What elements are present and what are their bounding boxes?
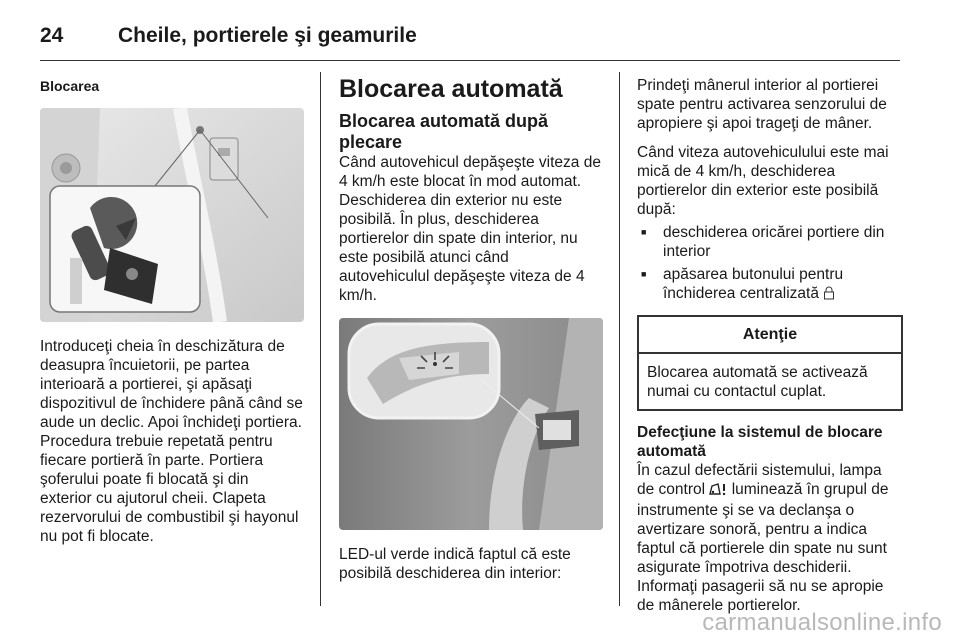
auto-lock-text: Când autovehicul depăşeşte viteza de 4 km/h este blocat în mod automat. Deschiderea din exterior nu este posibilă. În plus, deschiderea portierelor din spate din interior, nu este posibilă atunci când autovehiculul depăşeşte viteza de 4 km/h.	[339, 154, 601, 304]
list-item	[637, 223, 903, 261]
led-caption: LED-ul verde indică faptul că este posibilă deschiderea din interior:	[339, 546, 571, 582]
locking-heading: Blocarea	[40, 78, 100, 94]
bullet-text-central-lock: apăsarea butonului pentru închiderea centralizată	[663, 266, 844, 302]
speed-condition-text: Când viteza autovehiculului este mai mică de 4 km/h, deschiderea portierelor din exterior este posibilă după:	[637, 144, 889, 218]
warning-title: Atenţie	[639, 317, 901, 354]
door-warning-lamp-icon	[709, 482, 727, 501]
column-divider-1	[320, 72, 321, 606]
bullet-text-open-door: deschiderea oricărei portiere din interior	[663, 224, 885, 260]
fault-text-part-1: În cazul defectării sistemului, lampa de control	[637, 462, 882, 498]
square-bullet-icon: ■	[641, 227, 647, 237]
rear-handle-instruction: Prindeţi mânerul interior al portierei spate pentru activarea senzorului de apropiere şi apoi trageţi de mâner.	[637, 77, 887, 132]
central-lock-icon	[823, 286, 835, 305]
chapter-title: Cheile, portierele şi geamurile	[118, 24, 417, 47]
column-divider-2	[619, 72, 620, 606]
key-lock-illustration	[40, 108, 304, 322]
auto-lock-after-departure-heading: Blocarea automată după plecare	[339, 111, 549, 152]
list-item	[637, 265, 903, 305]
warning-box	[637, 315, 903, 411]
automatic-locking-heading: Blocarea automată	[339, 75, 563, 103]
column-automatic-locking	[339, 72, 603, 583]
column-automatic-locking-continued	[637, 72, 903, 615]
door-handle-led-photo	[339, 318, 603, 530]
page-header	[40, 16, 417, 56]
warning-text: Blocarea automată se activează numai cu contactul cuplat.	[647, 364, 868, 400]
watermark: carmanualsonline.info	[702, 609, 942, 636]
locking-text: Introduceţi cheia în deschizătura de deasupra încuietorii, pe partea interioară a portierei, şi apăsaţi dispozitivul de închidere până când se aude un declic. Apoi închideţi portiera. Procedura trebuie repetată pentru fiecare portieră în parte. Portiera şoferului poate fi blocată şi din exterior cu ajutorul cheii. Clapeta rezervorului de combustibil şi hayonul nu pot fi blocate.	[40, 338, 303, 545]
column-locking	[40, 72, 304, 546]
fault-text-part-2: luminează în grupul de instrumente şi se va declanşa o avertizare sonoră, pentru a indica faptul că portierele din spate nu sunt asigurate împotriva deschiderii. Informaţi pasagerii să nu se apropie de mânerele portierelor.	[637, 481, 889, 614]
fault-heading: Defecţiune la sistemul de blocare automată	[637, 424, 883, 460]
header-rule	[40, 60, 900, 61]
square-bullet-icon: ■	[641, 269, 647, 279]
page-number: 24	[40, 24, 64, 47]
fault-text	[637, 461, 903, 615]
